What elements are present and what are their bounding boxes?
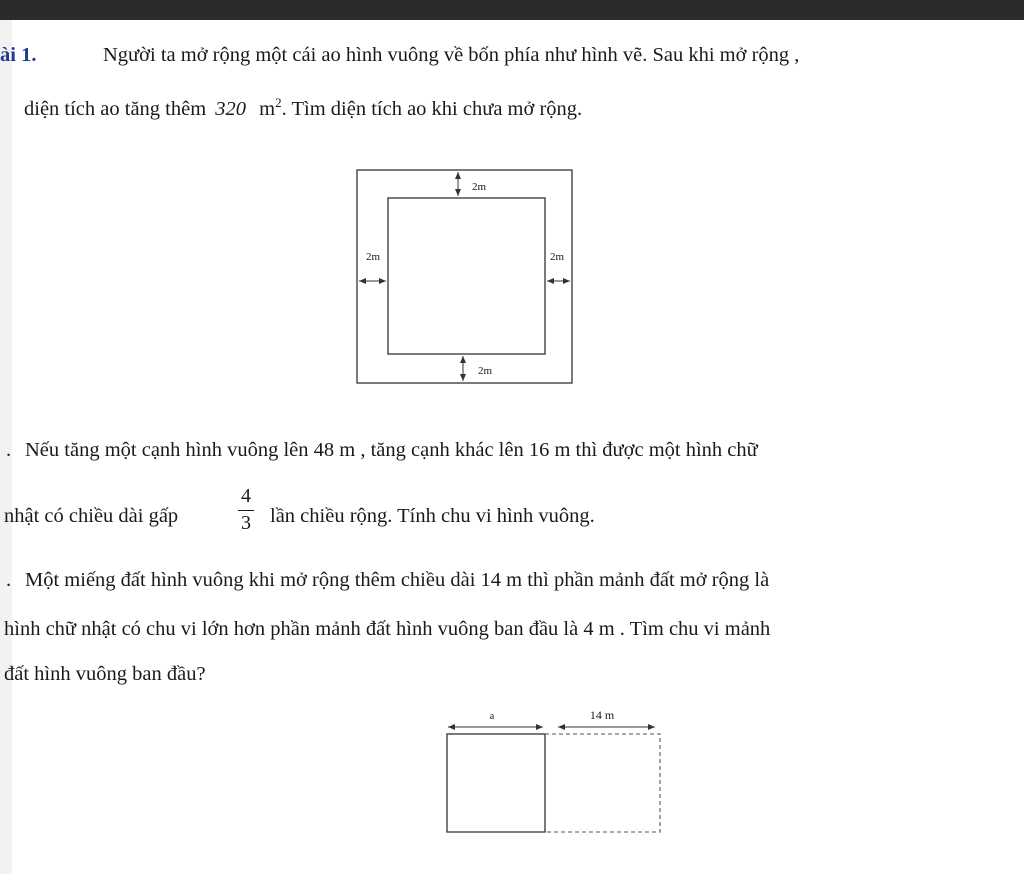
land-extension-figure bbox=[440, 702, 670, 838]
problem3-line3: đất hình vuông ban đầu? bbox=[4, 663, 206, 685]
top-dimension-arrow bbox=[455, 172, 461, 196]
problem1-line2 bbox=[24, 96, 582, 119]
area-exponent: 2 bbox=[275, 95, 282, 110]
inner-square bbox=[388, 198, 545, 354]
extension-14m-arrow bbox=[558, 724, 655, 730]
fraction-denominator: 3 bbox=[241, 512, 251, 534]
area-value: 320 bbox=[215, 97, 247, 120]
problem3-line1: Một miếng đất hình vuông khi mở rộng thêm chiều dài 14 m thì phần mảnh đất mở rộng là bbox=[25, 569, 770, 591]
extension-14m-label: 14 m bbox=[589, 708, 615, 722]
problem3-line2: hình chữ nhật có chu vi lớn hơn phần mảnh đất hình vuông ban đầu là 4 m . Tìm chu vi mảnh bbox=[4, 618, 771, 640]
area-unit: m bbox=[259, 97, 276, 120]
problem3-bullet: . bbox=[6, 569, 12, 591]
problem2-line1: Nếu tăng một cạnh hình vuông lên 48 m , tăng cạnh khác lên 16 m thì được một hình chữ bbox=[25, 439, 758, 461]
window-top-bar bbox=[0, 0, 1024, 20]
problem2-bullet: . bbox=[6, 439, 12, 461]
original-square bbox=[447, 734, 545, 832]
problem1-line2-post: . Tìm diện tích ao khi chưa mở rộng. bbox=[281, 97, 583, 120]
problem1-line2-pre: diện tích ao tăng thêm bbox=[24, 97, 207, 120]
extension-rectangle-dashed bbox=[545, 734, 660, 832]
problem1-line1: Người ta mở rộng một cái ao hình vuông về bốn phía như hình vẽ. Sau khi mở rộng , bbox=[103, 44, 800, 66]
side-a-arrow bbox=[448, 724, 543, 730]
outer-square bbox=[357, 170, 572, 383]
fraction-numerator: 4 bbox=[241, 485, 251, 507]
problem1-label: ài 1. bbox=[0, 44, 37, 66]
top-2m-label: 2m bbox=[472, 181, 487, 193]
fraction-four-thirds bbox=[236, 486, 256, 542]
bottom-dimension-arrow bbox=[460, 356, 466, 381]
pond-expansion-figure bbox=[350, 165, 580, 387]
right-dimension-arrow bbox=[547, 278, 570, 284]
right-2m-label: 2m bbox=[550, 251, 565, 263]
problem2-line2-post: lần chiều rộng. Tính chu vi hình vuông. bbox=[270, 505, 595, 527]
left-2m-label: 2m bbox=[366, 251, 381, 263]
fraction-bar bbox=[238, 510, 254, 511]
left-dimension-arrow bbox=[359, 278, 386, 284]
problem2-line2-pre: nhật có chiều dài gấp bbox=[4, 505, 179, 527]
bottom-2m-label: 2m bbox=[478, 365, 493, 377]
side-a-label: a bbox=[489, 711, 495, 722]
